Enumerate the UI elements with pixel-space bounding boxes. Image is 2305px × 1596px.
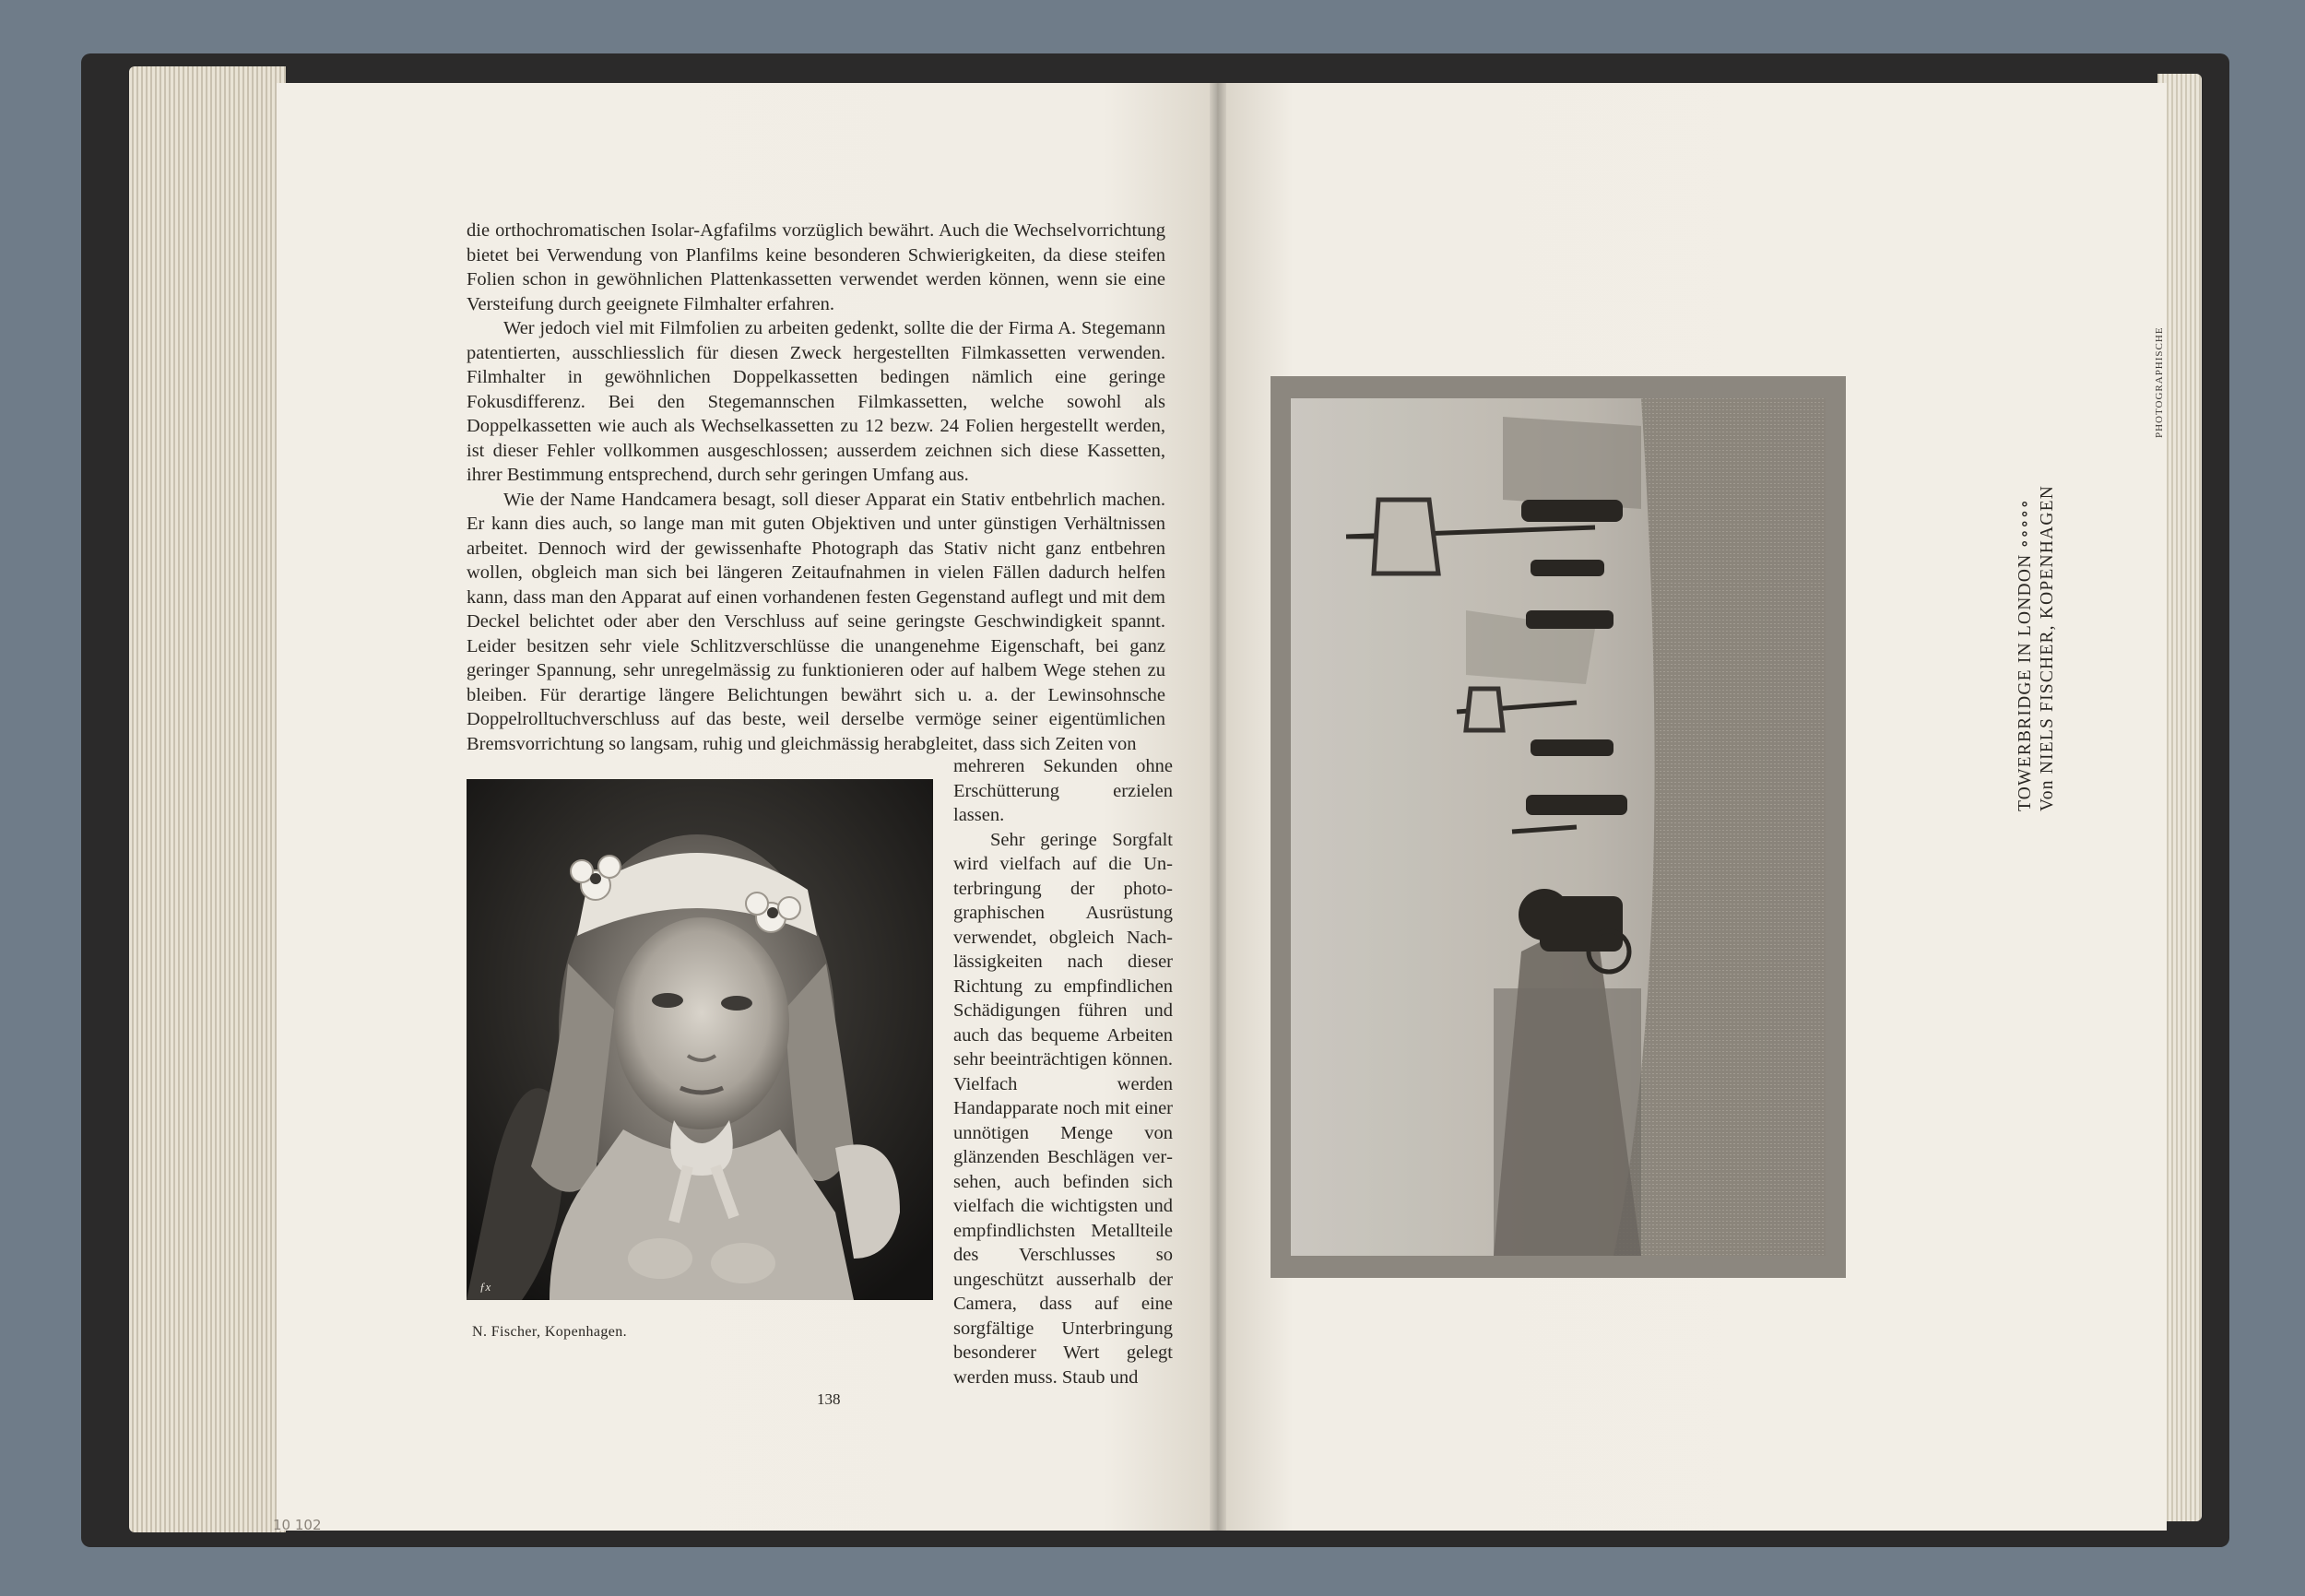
column-paragraph: Sehr geringe Sorgfalt wird vielfach auf die Unterbringung der photographischen Ausrüstung verwendet, obgleich Nachlässigkeiten nach dieser Richtung zu empfindlichen Schädigungen führen und auch das bequeme Arbeiten sehr beeinträchtigen können. Vielfach werden Handapparate noch mit einer unnötigen Menge von glänzenden Beschlägen versehen, auch befinden sich vielfach die wichtigsten und empfindlichsten Metallteile des Verschlusses so ungeschützt ausserhalb der Camera, dass auf eine sorgfältige Unterbringung besonderer Wert gelegt werden muss. Staub und xyxy=(953,829,1173,1388)
plate-title: TOWERBRIDGE IN LONDON ∘∘∘∘∘ xyxy=(2015,498,2035,811)
wrapped-text-column xyxy=(953,754,1173,1389)
child-portrait-photo xyxy=(467,779,933,1300)
book-gutter xyxy=(1210,83,1226,1531)
column-continuation: mehreren Sekunden ohne Erschütterung erzielen lassen. xyxy=(953,756,1173,825)
paragraph-1: die orthochromatischen Isolar-Agfafilms vorzüglich bewährt. Auch die Wechselvorrichtung bietet bei Verwendung von Planfilms keine besonderen Schwierigkeiten, da diese steifen Folien schon in gewöhnlichen Plattenkassetten verwendet werden können, wenn sie eine Versteifung durch geeignete Filmhalter erfahren. xyxy=(467,220,1165,314)
plate-subtitle: Von NIELS FISCHER, KOPENHAGEN xyxy=(2038,484,2057,811)
paragraph-3: Wie der Name Handcamera besagt, soll dieser Apparat ein Stativ entbehrlich machen. Er kann dies auch, so lange man mit guten Objektiven und unter günstigen Verhältnissen arbeitet. Dennoch wird der gewissenhafte Photograph das Stativ nicht ganz entbehren wollen, obgleich man sich bei längeren Zeitaufnahmen in vielen Fällen dadurch helfen kann, dass man den Apparat auf einen vorhandenen festen Gegenstand auflegt und mit dem Deckel belichtet oder aber den Verschluss auf seine geringste Geschwindigkeit spannt. Leider besitzen sehr viele Schlitzverschlüsse die unangenehme Eigenschaft, bei ganz geringer Spannung, sehr unregelmässig zu funktionieren oder auf halbem Wege stehen zu bleiben. Für derartige längere Belichtungen bewährt sich u. a. der Lewinsohnsche Doppelrolltuchverschluss auf das beste, weil derselbe vermöge seiner eigentümlichen Bremsvorrichtung so langsam, ruhig und gleichmässig herabgleitet, dass sich Zeiten von xyxy=(467,489,1165,754)
left-page-text xyxy=(467,219,1165,756)
towerbridge-plate xyxy=(1271,376,1846,1278)
photo-monogram: ƒx xyxy=(479,1280,491,1294)
photo-caption: N. Fischer, Kopenhagen. xyxy=(472,1324,628,1340)
handwritten-note: 10 102 xyxy=(273,1517,322,1533)
running-header: PHOTOGRAPHISCHE xyxy=(2154,326,2165,438)
page-edges-left xyxy=(129,66,286,1532)
paragraph-2: Wer jedoch viel mit Filmfolien zu arbeiten gedenkt, sollte die der Firma A. Stegemann patentierten, ausschliesslich für diesen Zweck hergestellten Filmkassetten verwenden. Filmhalter in gewöhnlichen Doppelkassetten bedingen nämlich eine geringe Fokusdifferenz. Bei den Stegemannschen Filmkassetten, welche sowohl als Doppelkassetten wie auch als Wechselkassetten zu 12 bezw. 24 Folien hergestellt werden, ist dieser Fehler vollkommen ausgeschlossen; ausserdem zeichnen sich diese Kassetten, ihrer Bestimmung entsprechend, durch sehr geringen Umfang aus. xyxy=(467,318,1165,485)
page-number: 138 xyxy=(817,1390,841,1408)
